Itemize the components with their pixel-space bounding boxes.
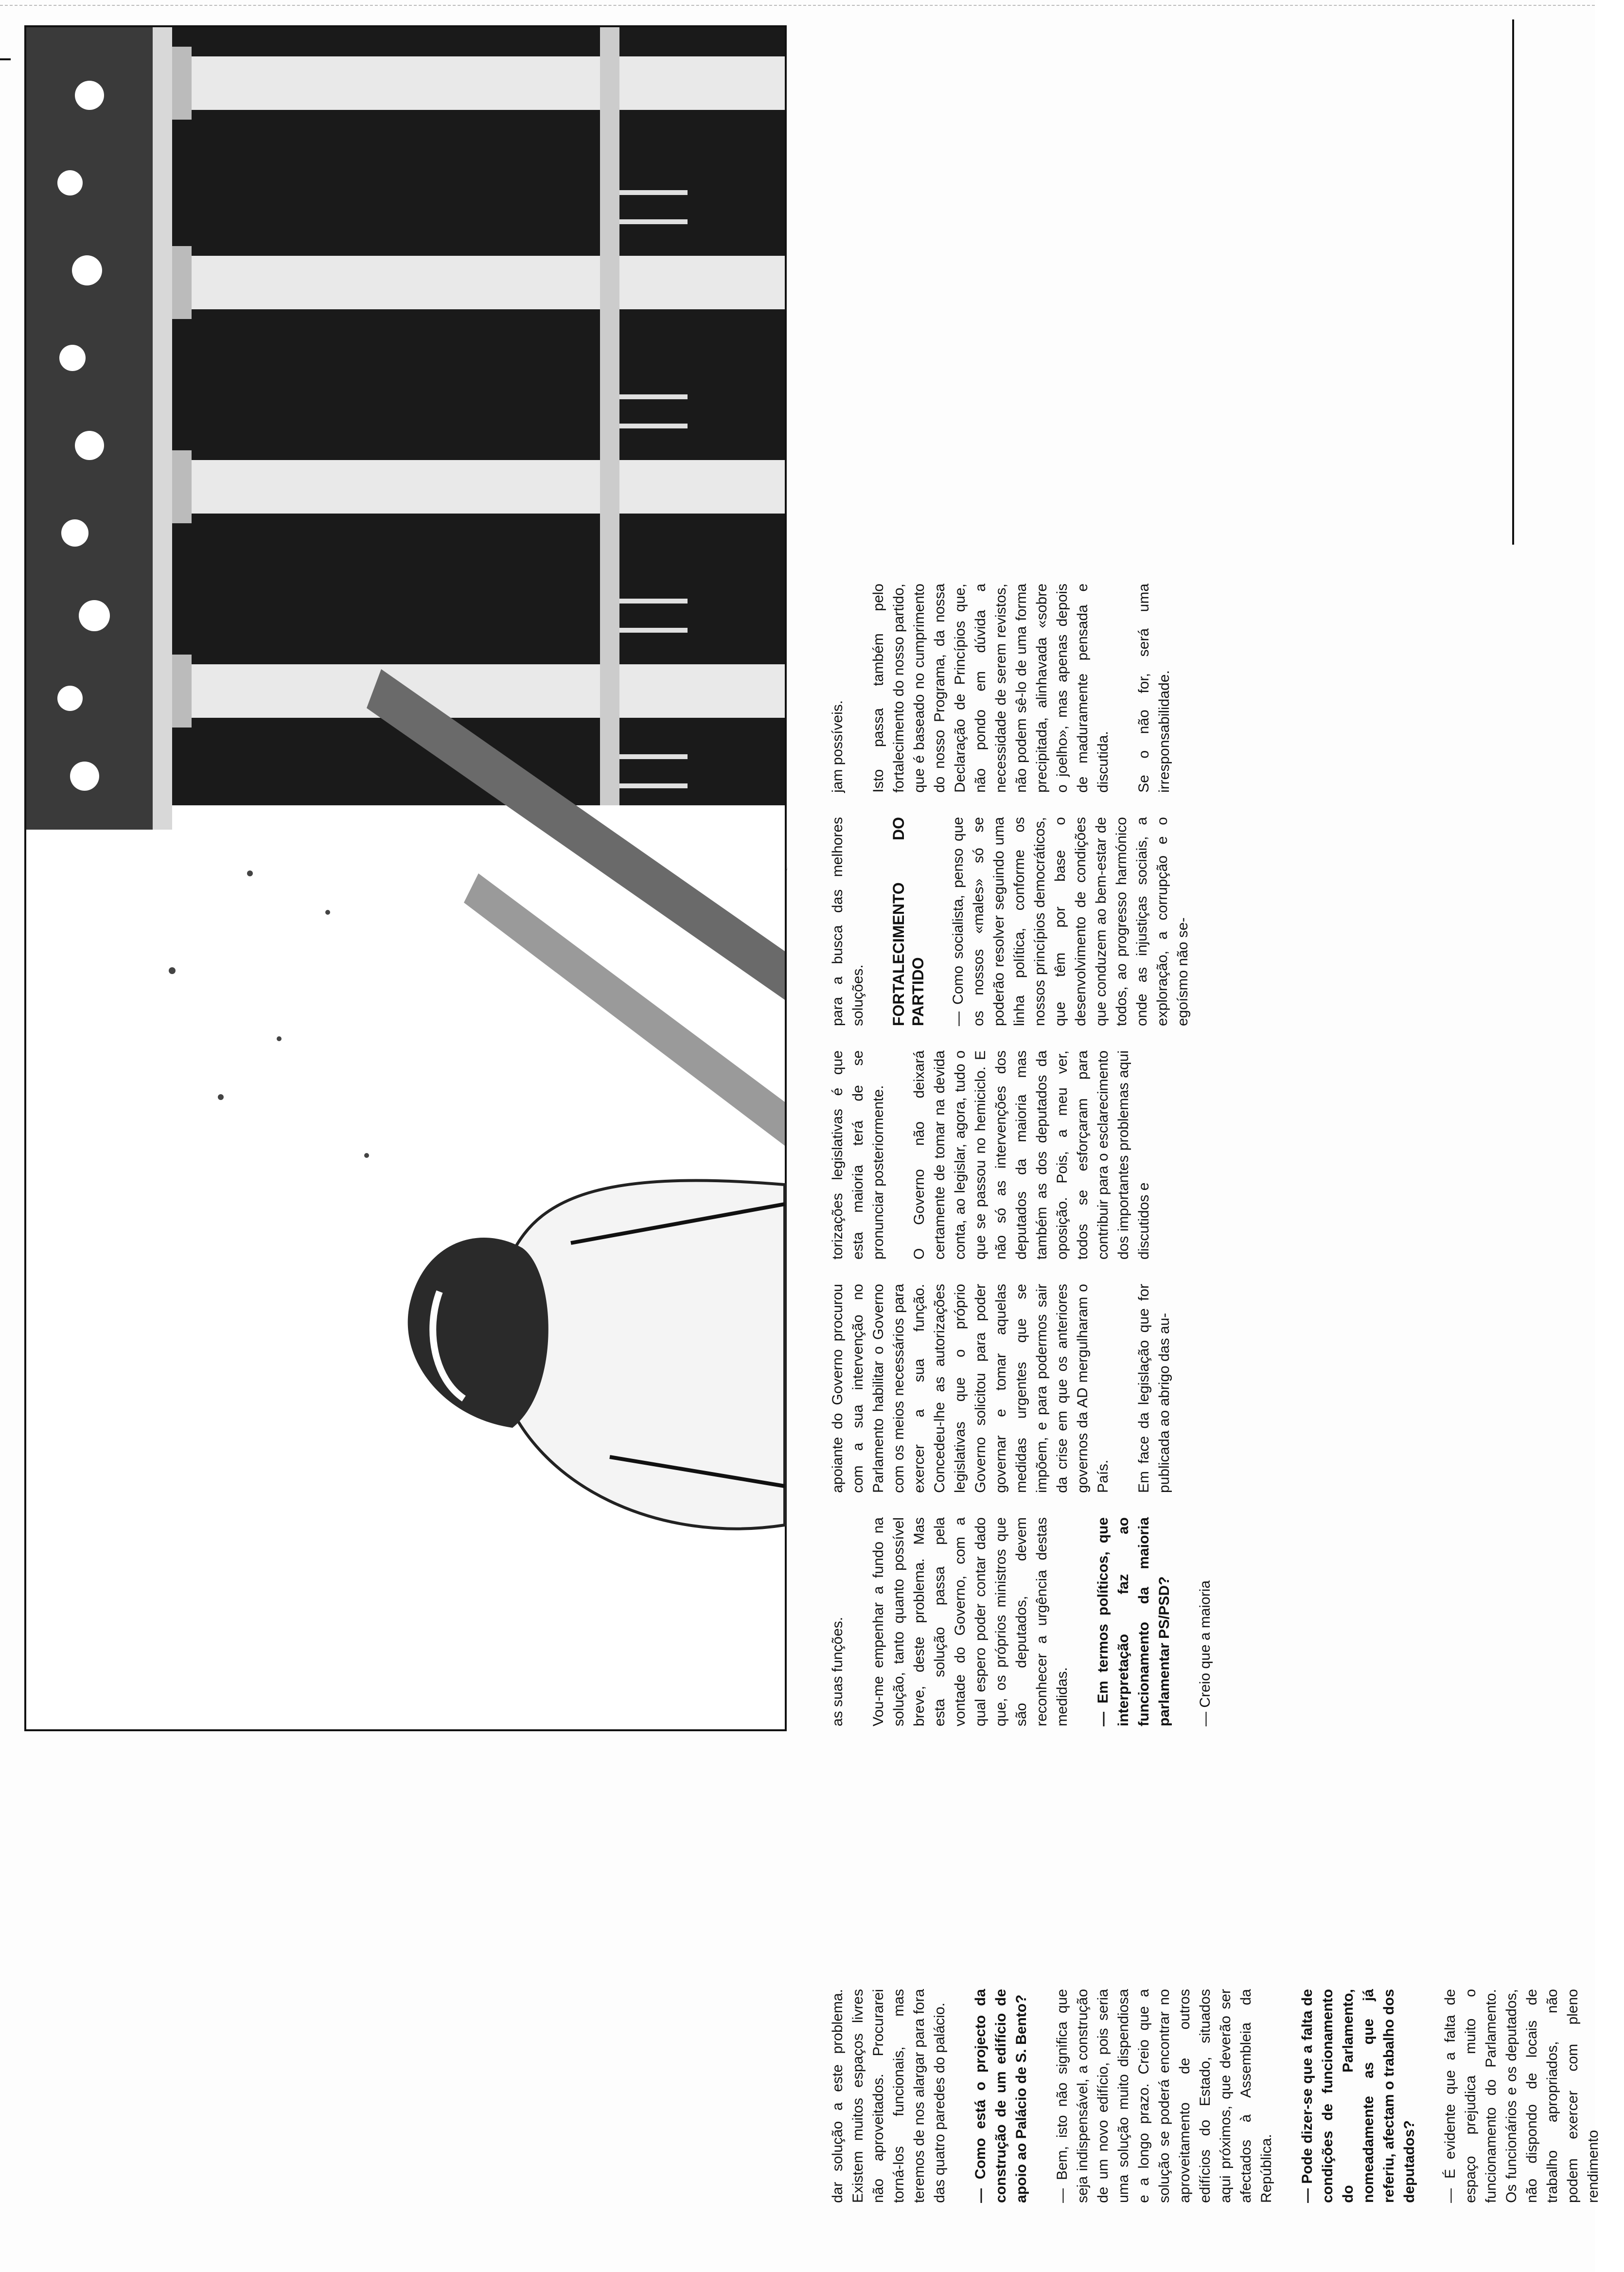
column-2-paragraph: — Creio que a maioria bbox=[1197, 1580, 1213, 1726]
article-column-2 bbox=[807, 1517, 1236, 1726]
column-3-paragraph: apoiante do Governo procurou com a sua intervenção no Parlamento habilitar o Governo com os meios necessários para exercer a sua função. Concedeu-lhe as autorizações legislativas que o próprio Governo solicitou para poder governar e tomar aquelas medidas urgentes que se impõem, e para podermos sair da crise em que os anteriores governos da AD mergulharam o País. bbox=[830, 1284, 1111, 1493]
article-column-1 bbox=[807, 1989, 1624, 2203]
column-2-paragraph: Vou-me empenhar a fundo na solução, tanto quanto possível breve, deste problema. Mas esta solução passa pela vontade do Governo, com a qual espero poder contar dado que, os próprios ministros que são deputados, devem reconhecer a urgência destas medidas. bbox=[870, 1517, 1070, 1726]
scan-top-edge bbox=[0, 5, 1595, 6]
column-3-paragraph: Em face da legislação que for publicada ao abrigo das au- bbox=[1136, 1284, 1172, 1493]
column-4-paragraph: torizações legislativas é que esta maioria terá de se pronunciar posteriormente. bbox=[830, 1050, 886, 1260]
column-6-paragraph: Isto passa também pelo fortalecimento do nosso partido, que é baseado no cumprimento do nosso Programa, da nossa Declaração de Princípios que, não pondo em dúvida a necessidade de serem revistos, não podem sê-lo de uma forma precipitada, alinhavada «sobre o joelho», mas apenas depois de maduramente pensada e discutida. bbox=[870, 584, 1111, 793]
article-column-6 bbox=[807, 584, 1195, 793]
interview-question: — Como está o projecto da construção de um edifício de apoio ao Palácio de S. Bento? bbox=[972, 1989, 1029, 2203]
column-1-paragraph: — É evidente que a falta de espaço prejudica muito o funcionamento do Parlamento. Os funcionários e os deputados, não dispondo de locais de trabalho apropriados, não podem exercer com pleno rendimento bbox=[1442, 1989, 1601, 2203]
column-1-paragraph: — Bem, isto não significa que seja indispensável, a construção de um novo edifício, pois seria uma solução muito dispendiosa e a longo prazo. Creio que a solução se poderá encontrar no aproveitamento de outros edifícios do Estado, situados aqui próximos, que deverão ser afectados à Assembleia da República. bbox=[1054, 1989, 1274, 2203]
parliament-photo bbox=[24, 25, 787, 1731]
column-4-paragraph: O Governo não deixará certamente de tomar na devida conta, ao legislar, agora, tudo o que se passou no hemiciclo. E não só as intervenções dos deputados da maioria mas também as dos deputados da oposição. Pois, a meu ver, todos se esforçaram para contribuir para o esclarecimento dos importantes problemas aqui discutidos e bbox=[911, 1050, 1152, 1260]
bottom-divider-rule bbox=[1512, 19, 1514, 545]
parliament-photo-icon bbox=[26, 27, 785, 1729]
column-5-paragraph: — Como socialista, penso que os nossos «males» só se poderão resolver seguindo uma linha política, conforme os nossos princípios democráticos, que têm por base o desenvolvimento de condições que conduzem ao bem-estar de todos, ao progresso harmónico onde as injustiças sociais, a exploração, a corrupção e o egoísmo não se- bbox=[950, 817, 1191, 1026]
article-column-3 bbox=[807, 1284, 1195, 1493]
column-6-paragraph: jam possíveis. bbox=[830, 700, 846, 793]
interview-question: — Em termos políticos, que interpretação faz ao funcionamento da maioria parlamentar PS/PSD? bbox=[1095, 1517, 1172, 1726]
column-2-paragraph: as suas funções. bbox=[830, 1616, 846, 1726]
rotated-article-spread bbox=[0, 19, 1601, 2237]
interview-question: — Pode dizer-se que a falta de condições de funcionamento do Parlamento, nomeadamente as que já referiu, afectam o trabalho dos deputados? bbox=[1299, 1989, 1417, 2203]
column-1-paragraph: dar solução a este problema. Existem muitos espaços livres não aproveitados. Procurarei torná-los funcionais, mas teremos de nos alargar para fora das quatro paredes do palácio. bbox=[830, 1989, 948, 2203]
article-column-5 bbox=[807, 817, 1214, 1026]
column-5-paragraph: para a busca das melhores soluções. bbox=[830, 817, 866, 1026]
column-6-paragraph: Se o não for, será uma irresponsabilidade. bbox=[1136, 584, 1172, 793]
article-column-4 bbox=[807, 1050, 1175, 1260]
section-heading: FORTALECIMENTO DO PARTIDO bbox=[890, 817, 927, 1026]
